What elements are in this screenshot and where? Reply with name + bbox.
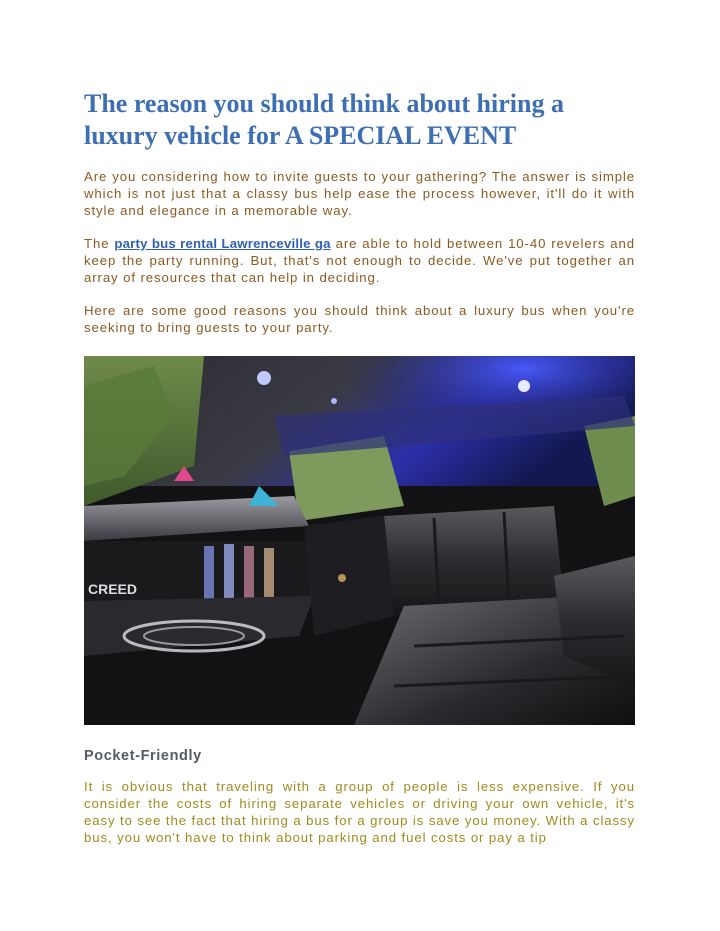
section-body: It is obvious that traveling with a group of people is less expensive. If you consider the costs of hiring separate vehicles or driving your own vehicle, it's easy to see the fact that hiring a bus for a group is save you money. With a classy bus, you won't have to think about parking and fuel costs or pay a tip	[84, 779, 635, 845]
section-heading: Pocket-Friendly	[84, 748, 202, 764]
reasons-paragraph: Here are some good reasons you should think about a luxury bus when you're seeking to bring guests to your party.	[84, 303, 635, 335]
rental-paragraph-rest: are able to hold between 10-40 revelers and keep the party running. But, that's not enough to decide. We've put together an array of resources that can help in deciding.	[84, 236, 635, 285]
rental-paragraph-lead: The	[84, 236, 115, 251]
image-sign-text: CREED	[88, 581, 138, 597]
article	[84, 88, 635, 846]
party-bus-rental-link[interactable]: party bus rental Lawrenceville ga	[114, 236, 331, 251]
intro-paragraph: Are you considering how to invite guests to your gathering? The answer is simple which is not just that a classy bus help ease the process however, it'll do it with style and elegance in a memorable way.	[84, 169, 635, 218]
page-title: The reason you should think about hiring a luxury vehicle for A SPECIAL EVENT	[84, 89, 564, 150]
limousine-interior-photo	[84, 356, 635, 725]
rental-paragraph	[84, 235, 635, 286]
